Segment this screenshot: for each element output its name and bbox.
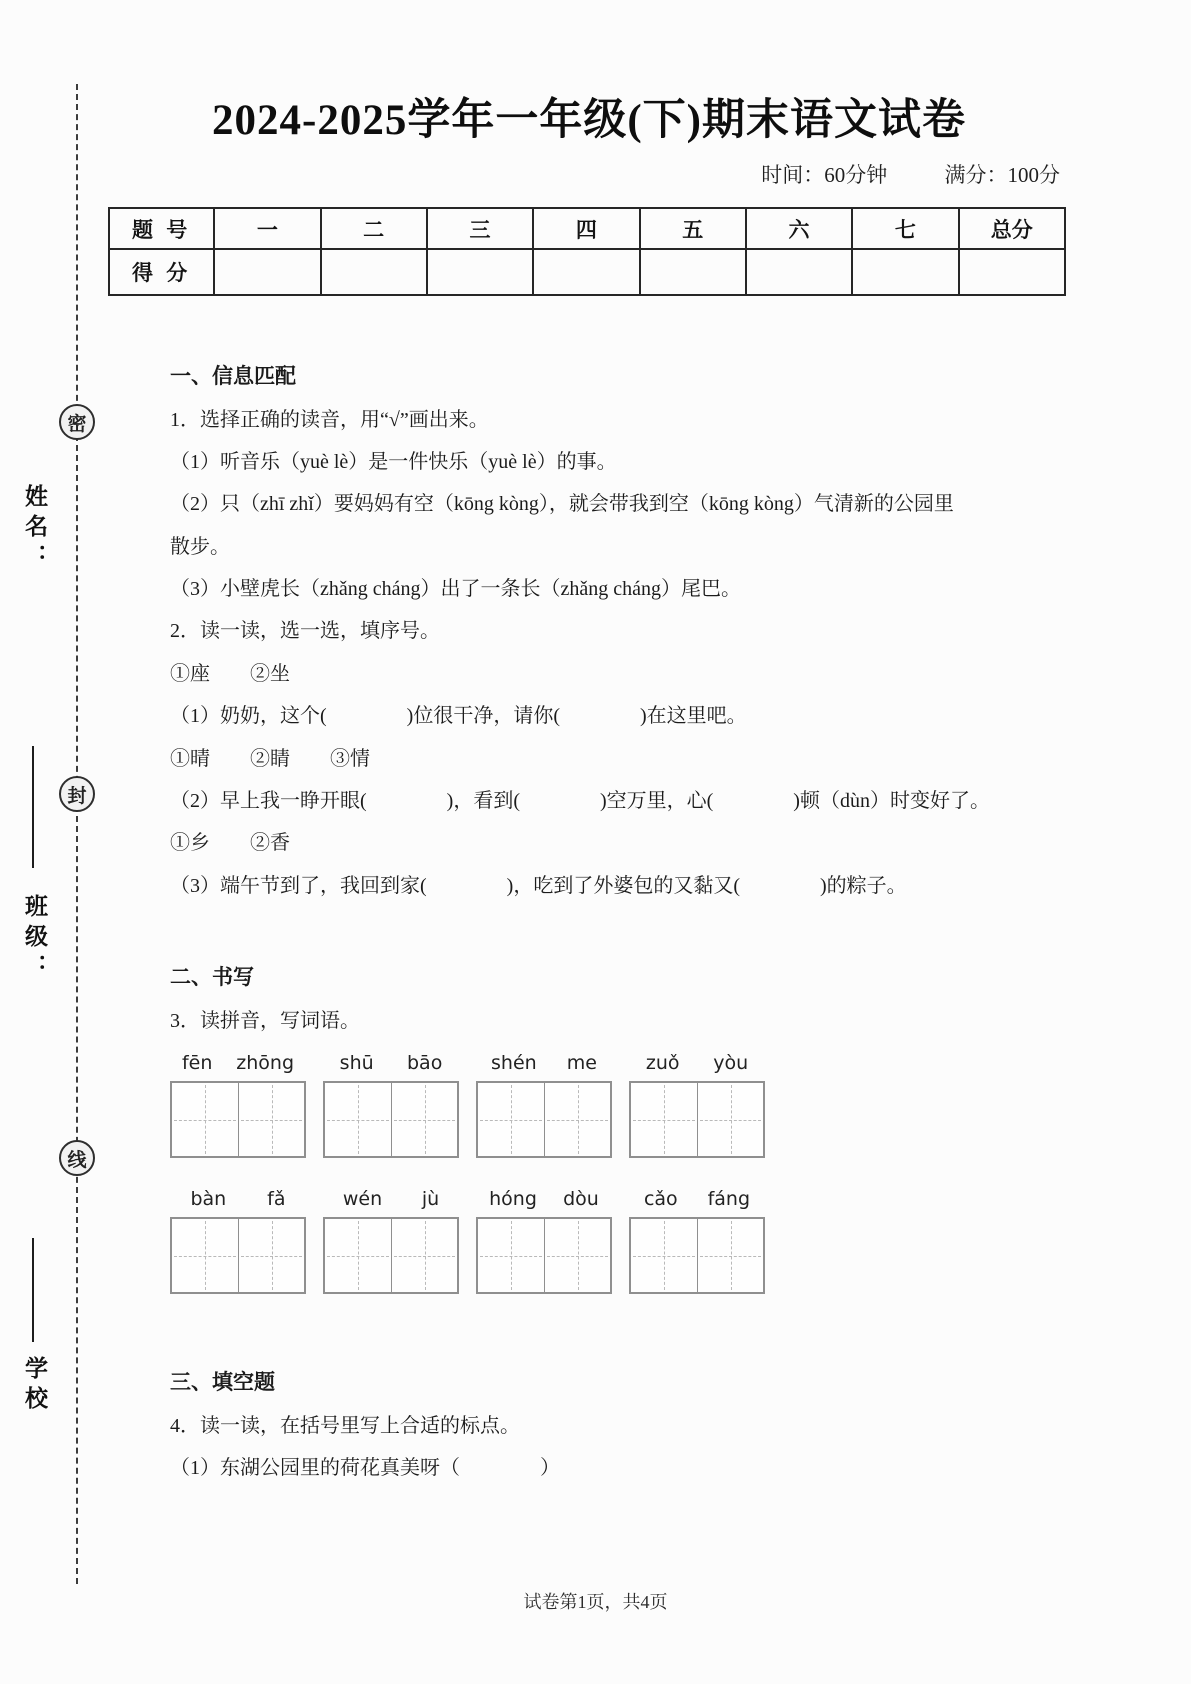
pinyin-syllable: shén: [491, 1052, 537, 1075]
question-2-item-3: （3）端午节到了，我回到家( )，吃到了外婆包的又黏又( )的粽子。: [170, 874, 907, 897]
pinyin-syllable: dòu: [563, 1188, 599, 1211]
writing-cell: [697, 1083, 763, 1156]
writing-grid: [476, 1217, 612, 1294]
writing-cell: [238, 1219, 304, 1292]
time-limit: 时间：60分钟: [761, 163, 888, 187]
question-1: 1．选择正确的读音，用“√”画出来。: [170, 408, 489, 431]
seal-char: 线: [67, 1149, 87, 1171]
writing-cell: [172, 1219, 238, 1292]
writing-group: [476, 1052, 612, 1158]
writing-cell: [238, 1083, 304, 1156]
pinyin-syllable: fǎ: [267, 1188, 286, 1211]
score-cell: [321, 249, 427, 295]
question-2-item-1: （1）奶奶，这个( )位很干净，请你( )在这里吧。: [170, 705, 747, 728]
question-4: 4．读一读，在括号里写上合适的标点。: [170, 1414, 520, 1437]
row-header-score: 得 分: [109, 249, 214, 295]
writing-cell: [172, 1083, 238, 1156]
seal-char: 封: [67, 785, 87, 807]
page-title: 2024-2025学年一年级(下)期末语文试卷: [212, 97, 966, 144]
pinyin-syllable: bāo: [407, 1052, 443, 1075]
question-2-options-1: ①座 ②坐: [170, 662, 290, 685]
question-2: 2．读一读，选一选，填序号。: [170, 620, 440, 643]
seal-dashed-line: [76, 84, 78, 1584]
writing-cell: [325, 1219, 391, 1292]
section-3-heading: 三、填空题: [170, 1370, 275, 1395]
col-header: 四: [533, 208, 639, 249]
score-cell: [746, 249, 852, 295]
pinyin-syllable: fēn: [181, 1052, 213, 1075]
pinyin-syllable: shū: [339, 1052, 374, 1075]
question-2-item-2: （2）早上我一睁开眼( )，看到( )空万里，心( )顿（dùn）时变好了。: [170, 790, 990, 813]
page-footer: 试卷第1页，共4页: [523, 1592, 668, 1612]
writing-grid: [629, 1217, 765, 1294]
writing-cell: [544, 1083, 610, 1156]
writing-cell: [544, 1219, 610, 1292]
writing-grid: [323, 1217, 459, 1294]
pinyin-labels: [476, 1052, 612, 1074]
pinyin-labels: [323, 1052, 459, 1074]
name-label: 姓名：: [22, 484, 47, 574]
pinyin-labels: [629, 1052, 765, 1074]
writing-cell: [391, 1219, 457, 1292]
writing-cell: [631, 1083, 697, 1156]
pinyin-labels: [629, 1188, 765, 1210]
writing-group: [323, 1188, 459, 1294]
score-cell: [214, 249, 320, 295]
full-score: 满分：100分: [944, 163, 1060, 187]
writing-cell: [697, 1219, 763, 1292]
writing-cell: [478, 1083, 544, 1156]
class-fill-line: [32, 1238, 34, 1342]
score-cell: [533, 249, 639, 295]
seal-badge-xian: [59, 1140, 95, 1176]
writing-grid: [323, 1081, 459, 1158]
pinyin-labels: [170, 1052, 306, 1074]
row-header-question-number: 题 号: [109, 208, 214, 249]
class-label: 班级：: [22, 894, 47, 984]
score-table-score-row: [109, 249, 1065, 295]
col-header: 五: [640, 208, 746, 249]
writing-grid: [476, 1081, 612, 1158]
col-header: 六: [746, 208, 852, 249]
question-1-item-3: （3）小壁虎长（zhǎng cháng）出了一条长（zhǎng cháng）尾巴。: [170, 578, 742, 601]
pinyin-syllable: fáng: [707, 1188, 751, 1211]
score-table: [108, 207, 1066, 296]
pinyin-labels: [323, 1188, 459, 1210]
pinyin-labels: [476, 1188, 612, 1210]
pinyin-syllable: zhōng: [236, 1052, 295, 1075]
pinyin-syllable: cǎo: [643, 1188, 678, 1211]
seal-badge-mi: [59, 404, 95, 440]
writing-grid-row-2: [170, 1188, 1054, 1294]
question-3: 3．读拼音，写词语。: [170, 1009, 360, 1032]
pinyin-syllable: zuǒ: [645, 1052, 680, 1075]
col-header: 一: [214, 208, 320, 249]
question-2-options-3: ①乡 ②香: [170, 832, 290, 855]
seal-char: 密: [67, 413, 87, 435]
col-header-total: 总分: [959, 208, 1065, 249]
writing-group: [629, 1052, 765, 1158]
section-2-heading: 二、书写: [170, 965, 254, 990]
col-header: 七: [852, 208, 958, 249]
question-2-options-2: ①晴 ②睛 ③情: [170, 747, 370, 770]
score-cell: [640, 249, 746, 295]
writing-group: [323, 1052, 459, 1158]
pinyin-syllable: yòu: [713, 1052, 749, 1075]
score-cell: [427, 249, 533, 295]
pinyin-syllable: wén: [342, 1188, 383, 1211]
writing-grid-row-1: [170, 1052, 1054, 1158]
writing-cell: [391, 1083, 457, 1156]
writing-cell: [325, 1083, 391, 1156]
exam-body: [108, 354, 1070, 1489]
score-table-header-row: [109, 208, 1065, 249]
col-header: 二: [321, 208, 427, 249]
question-4-item-1: （1）东湖公园里的荷花真美呀（ ）: [170, 1457, 560, 1480]
writing-group: [170, 1188, 306, 1294]
question-1-item-2: （2）只（zhī zhǐ）要妈妈有空（kōng kòng），就会带我到空（kōng kòng）气清新的公园里: [170, 493, 954, 516]
writing-cell: [631, 1219, 697, 1292]
exam-meta: [108, 159, 1070, 189]
writing-grid: [629, 1081, 765, 1158]
score-cell: [852, 249, 958, 295]
name-fill-line: [32, 746, 34, 868]
content-column: [108, 0, 1070, 1489]
writing-group: [170, 1052, 306, 1158]
pinyin-syllable: hóng: [489, 1188, 537, 1211]
pinyin-syllable: bàn: [190, 1188, 227, 1211]
writing-group: [476, 1188, 612, 1294]
pinyin-labels: [170, 1188, 306, 1210]
score-cell: [959, 249, 1065, 295]
pinyin-syllable: jù: [421, 1188, 440, 1211]
section-1-heading: 一、信息匹配: [170, 364, 296, 388]
school-label: 学校: [22, 1356, 47, 1416]
writing-group: [629, 1188, 765, 1294]
pinyin-syllable: me: [566, 1052, 597, 1075]
col-header: 三: [427, 208, 533, 249]
writing-cell: [478, 1219, 544, 1292]
question-1-item-2-cont: 散步。: [170, 535, 230, 558]
writing-grid: [170, 1081, 306, 1158]
question-1-item-1: （1）听音乐（yuè lè）是一件快乐（yuè lè）的事。: [170, 450, 617, 473]
writing-grid: [170, 1217, 306, 1294]
seal-badge-feng: [59, 776, 95, 812]
